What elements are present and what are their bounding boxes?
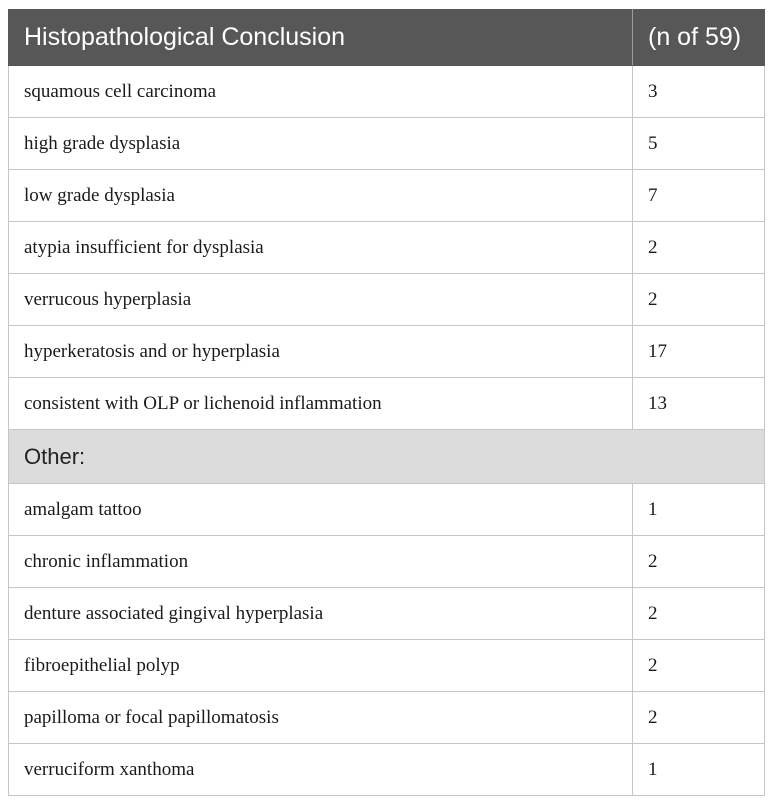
row-label: amalgam tattoo	[9, 484, 633, 536]
table-row	[9, 744, 765, 796]
row-label: verrucous hyperplasia	[9, 274, 633, 326]
row-label: squamous cell carcinoma	[9, 66, 633, 118]
header-count: (n of 59)	[633, 10, 765, 66]
section-label: Other:	[9, 430, 765, 484]
row-label: high grade dysplasia	[9, 118, 633, 170]
row-count: 1	[633, 484, 765, 536]
table-row	[9, 378, 765, 430]
histopathology-table	[8, 9, 765, 796]
row-label: consistent with OLP or lichenoid inflammation	[9, 378, 633, 430]
table-header-row	[9, 10, 765, 66]
row-count: 7	[633, 170, 765, 222]
section-row-other	[9, 430, 765, 484]
table-row	[9, 640, 765, 692]
row-count: 2	[633, 222, 765, 274]
row-count: 2	[633, 692, 765, 744]
row-label: chronic inflammation	[9, 536, 633, 588]
row-label: papilloma or focal papillomatosis	[9, 692, 633, 744]
table-row	[9, 326, 765, 378]
row-count: 2	[633, 536, 765, 588]
row-label: fibroepithelial polyp	[9, 640, 633, 692]
table-row	[9, 66, 765, 118]
table-row	[9, 118, 765, 170]
table-row	[9, 274, 765, 326]
row-count: 17	[633, 326, 765, 378]
table-row	[9, 536, 765, 588]
row-count: 2	[633, 588, 765, 640]
row-count: 13	[633, 378, 765, 430]
table-row	[9, 484, 765, 536]
table-row	[9, 170, 765, 222]
row-label: denture associated gingival hyperplasia	[9, 588, 633, 640]
header-conclusion: Histopathological Conclusion	[9, 10, 633, 66]
row-label: hyperkeratosis and or hyperplasia	[9, 326, 633, 378]
row-count: 5	[633, 118, 765, 170]
row-label: low grade dysplasia	[9, 170, 633, 222]
row-label: atypia insufficient for dysplasia	[9, 222, 633, 274]
row-count: 2	[633, 640, 765, 692]
row-label: verruciform xanthoma	[9, 744, 633, 796]
row-count: 2	[633, 274, 765, 326]
row-count: 1	[633, 744, 765, 796]
table-row	[9, 692, 765, 744]
table-row	[9, 588, 765, 640]
row-count: 3	[633, 66, 765, 118]
table-row	[9, 222, 765, 274]
